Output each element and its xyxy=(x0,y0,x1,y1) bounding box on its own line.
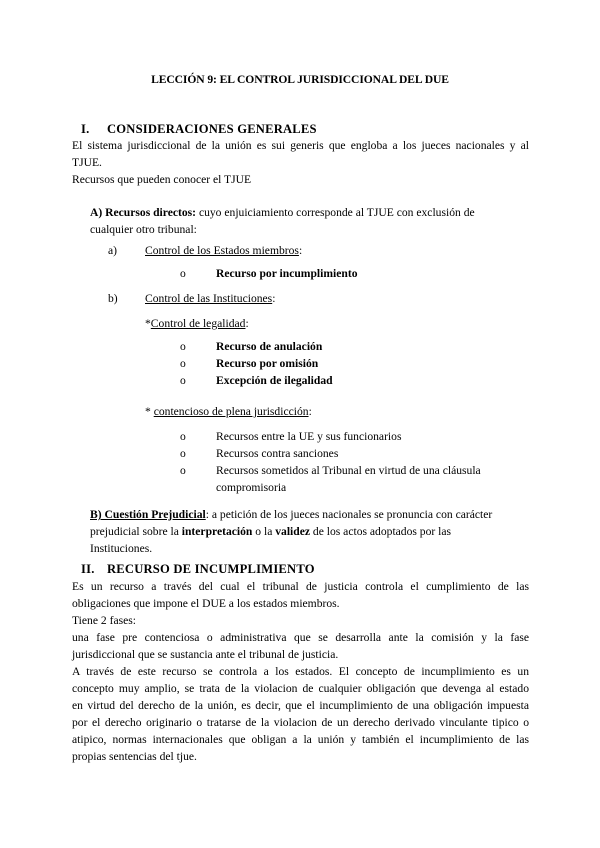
recurso-incumplimiento-item: Recurso por incumplimiento xyxy=(216,267,358,280)
section-2-paragraph-1-line-1: Es un recurso a través del cual el tribunal de justicia controla el cumplimiento de las xyxy=(72,580,529,593)
recurso-omision-item: Recurso por omisión xyxy=(216,357,319,370)
cuestion-prejudicial-text-post: de los actos adoptados por las xyxy=(310,525,452,538)
list-marker-b: b) xyxy=(108,292,118,305)
interpretacion-term: interpretación xyxy=(181,525,253,538)
section-2-paragraph-4-line: por el derecho originario o tratarse de la violacion de un derecho derivado vinculante tipico o xyxy=(72,716,529,729)
section-2-paragraph-3-line-1: una fase pre contenciosa o administrativa que se desarrolla ante la comisión y la fase xyxy=(72,631,529,644)
cuestion-prejudicial-label: B) Cuestión Prejudicial xyxy=(90,508,206,521)
recursos-directos-line-1 xyxy=(90,204,475,221)
plena-jurisdiccion-label: contencioso de plena jurisdicción xyxy=(153,405,309,418)
section-2-paragraph-3-line-2: jurisdiccional que se sustancia ante el tribunal de justicia. xyxy=(72,648,339,661)
recursos-directos-text: cuyo enjuiciamiento corresponde al TJUE con exclusión de xyxy=(196,206,475,219)
bullet-icon: o xyxy=(180,340,186,353)
section-1-number: I. xyxy=(81,122,90,136)
section-2-number: II. xyxy=(81,562,95,576)
cuestion-prejudicial-colon: : xyxy=(205,508,209,521)
validez-term: validez xyxy=(275,525,311,538)
section-2-paragraph-4-last-line: propias sentencias del tjue. xyxy=(72,750,197,763)
control-legalidad-colon: : xyxy=(245,317,249,330)
page-title: LECCIÓN 9: EL CONTROL JURISDICCIONAL DEL DUE xyxy=(151,73,449,86)
plena-jurisdiccion xyxy=(145,403,312,420)
cuestion-prejudicial-text: a petición de los jueces nacionales se pronuncia con carácter xyxy=(208,508,493,521)
section-1-paragraph-2: Recursos que pueden conocer el TJUE xyxy=(72,173,252,186)
bullet-icon: o xyxy=(180,464,186,477)
recursos-clausula-item: Recursos sometidos al Tribunal en virtud de una cláusula xyxy=(216,464,481,477)
bullet-icon: o xyxy=(180,447,186,460)
section-1-paragraph-1-line-2: TJUE. xyxy=(72,156,102,169)
bullet-icon: o xyxy=(180,357,186,370)
section-2-paragraph-4-line: concepto muy amplio, se trata de la violacion de cualquier obligación que devenga al estado xyxy=(72,682,529,695)
recurso-anulacion-item: Recurso de anulación xyxy=(216,340,323,353)
bullet-icon: o xyxy=(180,374,186,387)
control-instituciones-colon: : xyxy=(272,292,276,305)
recursos-clausula-item-line-2: compromisoria xyxy=(216,481,287,494)
bullet-icon: o xyxy=(180,267,186,280)
section-2-paragraph-4-line: A través de este recurso se controla a los estados. El concepto de incumplimiento es un xyxy=(72,665,529,678)
section-1-heading: CONSIDERACIONES GENERALES xyxy=(107,122,317,136)
recursos-directos-line-2: cualquier otro tribunal: xyxy=(90,223,197,236)
section-2-paragraph-2: Tiene 2 fases: xyxy=(72,614,136,627)
section-2-paragraph-4-line: en virtud del derecho de la unión, es decir, que el incumplimiento de una obligación impuesta xyxy=(72,699,529,712)
bullet-icon: o xyxy=(180,430,186,443)
section-2-paragraph-1-line-2: obligaciones que impone el DUE a los estados miembros. xyxy=(72,597,340,610)
cuestion-prejudicial-line-2 xyxy=(90,523,451,540)
control-legalidad xyxy=(145,315,249,332)
recursos-directos-label: A) Recursos directos: xyxy=(90,206,197,219)
control-estados-miembros-colon: : xyxy=(298,244,303,257)
control-instituciones-label: Control de las Instituciones xyxy=(145,292,273,305)
excepcion-ilegalidad-item: Excepción de ilegalidad xyxy=(216,374,333,387)
recursos-sanciones-item: Recursos contra sanciones xyxy=(216,447,339,460)
cuestion-prejudicial-text-pre: prejudicial sobre la xyxy=(90,525,182,538)
control-legalidad-star: * xyxy=(145,317,151,330)
section-1-paragraph-1-line-1: El sistema jurisdiccional de la unión es sui generis que engloba a los jueces nacionales y al xyxy=(72,139,529,152)
list-marker-a: a) xyxy=(108,244,118,257)
control-instituciones xyxy=(145,290,275,307)
control-legalidad-label: Control de legalidad xyxy=(150,317,246,330)
plena-jurisdiccion-colon: : xyxy=(308,405,312,418)
section-2-paragraph-4-line: atipico, normas internacionales que obligan a la unión y también el incumplimiento de las xyxy=(72,733,529,746)
cuestion-prejudicial-text-mid: o la xyxy=(252,525,276,538)
plena-jurisdiccion-star: * xyxy=(145,405,154,418)
recursos-funcionarios-item: Recursos entre la UE y sus funcionarios xyxy=(216,430,402,443)
control-estados-miembros-label: Control de los Estados miembros xyxy=(145,244,299,257)
cuestion-prejudicial-line-3: Instituciones. xyxy=(90,542,153,555)
section-2-heading: RECURSO DE INCUMPLIMIENTO xyxy=(107,562,315,576)
cuestion-prejudicial-line-1 xyxy=(90,506,492,523)
control-estados-miembros xyxy=(145,242,302,259)
